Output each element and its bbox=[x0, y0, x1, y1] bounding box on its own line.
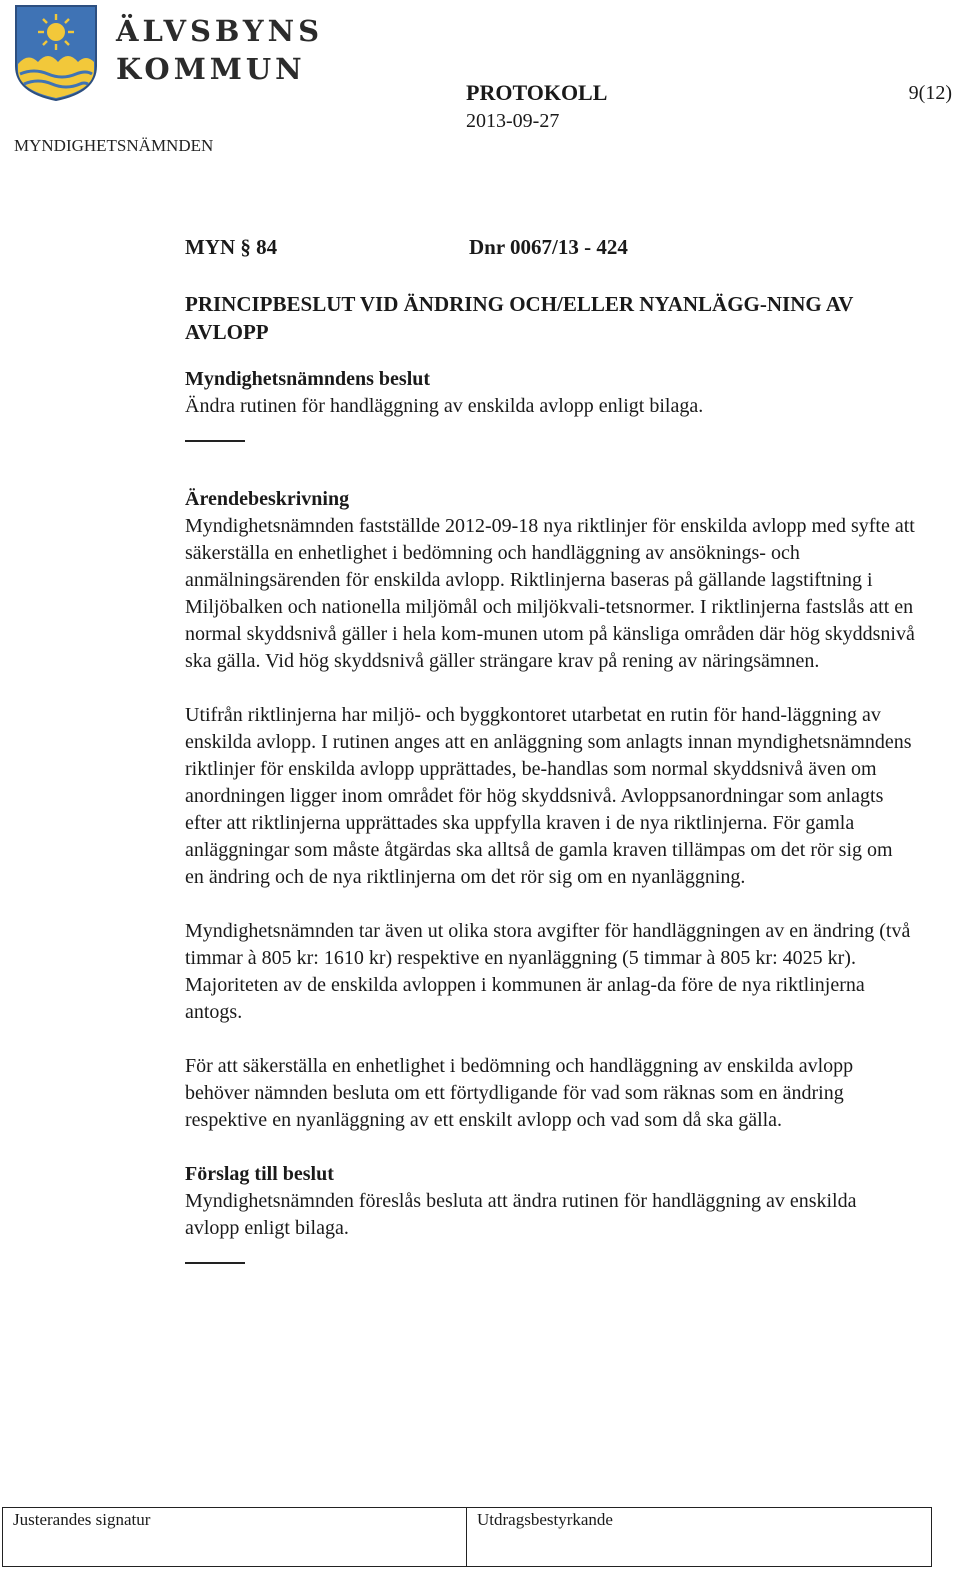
decision-heading: Myndighetsnämndens beslut bbox=[185, 368, 431, 390]
description-heading: Ärendebeskrivning bbox=[185, 488, 350, 510]
case-title: PRINCIPBESLUT VID ÄNDRING OCH/ELLER NYANLÄGG-NING AV AVLOPP bbox=[185, 292, 854, 344]
page-number: 9(12) bbox=[908, 82, 952, 104]
description-paragraph: För att säkerställa en enhetlighet i bedömning och handläggning av enskilda avlopp behöver nämnden besluta om ett förtydligande för vad som räknas som en ändring respektive en nyanläggning av ett enskilt avlopp och vad som då ska gälla. bbox=[185, 1055, 854, 1131]
document-date: 2013-09-27 bbox=[466, 110, 560, 132]
certification-label: Utdragsbestyrkande bbox=[477, 1510, 613, 1529]
document-type: PROTOKOLL bbox=[466, 80, 608, 105]
certification-cell bbox=[467, 1508, 931, 1566]
diary-number: Dnr 0067/13 - 424 bbox=[469, 235, 628, 259]
proposal-heading: Förslag till beslut bbox=[185, 1163, 334, 1185]
department-name: MYNDIGHETSNÄMNDEN bbox=[14, 136, 214, 155]
org-name-line1: ÄLVSBYNS bbox=[116, 14, 324, 48]
signature-table bbox=[2, 1507, 932, 1567]
org-name-line2: KOMMUN bbox=[116, 52, 306, 86]
description-paragraph: Utifrån riktlinjerna har miljö- och byggkontoret utarbetat en rutin för hand-läggning av enskilda avlopp. I rutinen anges att en anläggning som anlagts innan myndighetsnämndens riktlinjer för enskilda avlopp upprättades, be-handlas som normal skyddsnivå även om anordningen ligger inom området för hög skyddsnivå. Avloppsanordningar som anlagts efter att riktlinjerna upprättades ska uppfylla kraven i de nya riktlinjerna. För gamla anläggningar som måste åtgärdas ska alltså de gamla kraven tillämpas om det rör sig om en ändring och de nya riktlinjerna om det rör sig om en nyanläggning. bbox=[185, 704, 912, 888]
signature-cell bbox=[3, 1508, 467, 1566]
description-paragraph: Myndighetsnämnden tar även ut olika stora avgifter för handläggningen av en ändring (två timmar à 805 kr: 1610 kr) respektive en nyanläggning (5 timmar à 805 kr: 4025 kr). Majoriteten av de enskilda avloppen i kommunen är anlag-da före de nya riktlinjerna antogs. bbox=[185, 920, 911, 1023]
proposal-text: Myndighetsnämnden föreslås besluta att ändra rutinen för handläggning av enskilda avlopp enligt bilaga. bbox=[185, 1190, 857, 1239]
section-divider bbox=[185, 440, 245, 442]
municipal-coat-of-arms-icon bbox=[14, 4, 98, 102]
organization-name bbox=[116, 12, 323, 88]
paragraph-number: MYN § 84 bbox=[185, 235, 278, 259]
section-divider bbox=[185, 1262, 245, 1264]
case-reference-row bbox=[185, 234, 915, 270]
protocol-content bbox=[185, 234, 915, 1264]
decision-text: Ändra rutinen för handläggning av enskilda avlopp enligt bilaga. bbox=[185, 395, 704, 417]
signature-label: Justerandes signatur bbox=[13, 1510, 151, 1529]
description-paragraph: Myndighetsnämnden fastställde 2012-09-18 nya riktlinjer för enskilda avlopp med syfte att säkerställa en enhetlighet i bedömning och handläggning av ansöknings- och anmälningsärenden för enskilda avlopp. Riktlinjerna baseras på gällande lagstiftning i Miljöbalken och nationella miljömål och miljökvali-tetsnormer. I riktlinjerna fastslås att en normal skyddsnivå gäller i hela kom-munen utom på känsliga områden där hög skyddsnivå ska gälla. Vid hög skyddsnivå gäller strängare krav på rening av näringsämnen. bbox=[185, 515, 915, 672]
